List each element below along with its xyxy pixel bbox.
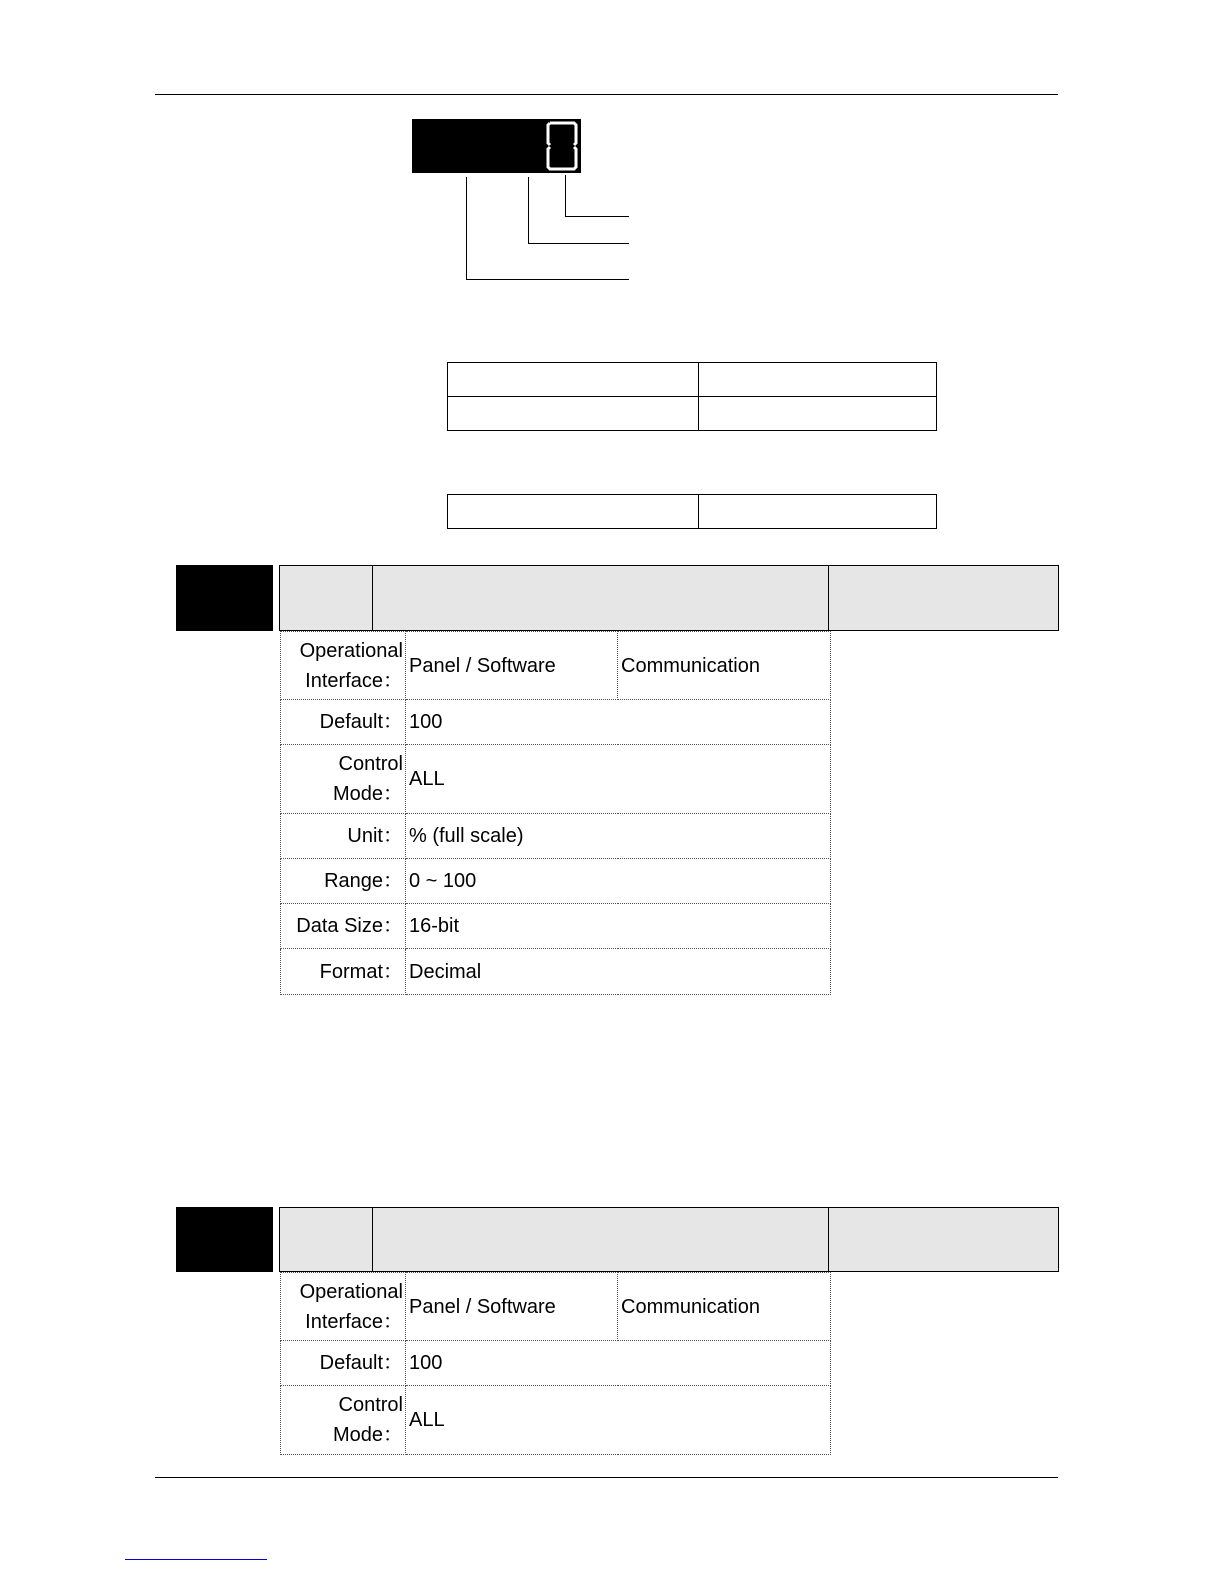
row-operational-interface xyxy=(281,1273,831,1341)
label-data-size: Data Size： xyxy=(281,904,406,949)
row-control-mode xyxy=(281,1386,831,1455)
value-panel-software: Panel / Software xyxy=(406,632,618,700)
parameter-table-1 xyxy=(280,631,831,995)
leader-line-3 xyxy=(466,177,467,279)
digit-zero-icon xyxy=(412,119,581,173)
value-default: 100 xyxy=(406,1341,831,1386)
value-unit: % (full scale) xyxy=(406,814,831,859)
row-data-size xyxy=(281,904,831,949)
footer-rule xyxy=(155,1477,1058,1478)
parameter-header-2 xyxy=(279,1207,1059,1272)
value-data-size: 16-bit xyxy=(406,904,831,949)
value-control-mode: ALL xyxy=(406,1386,831,1455)
value-control-mode: ALL xyxy=(406,745,831,814)
label-default: Default： xyxy=(281,700,406,745)
footer-link-underline[interactable] xyxy=(125,1559,267,1560)
value-range: 0 ~ 100 xyxy=(406,859,831,904)
value-communication: Communication xyxy=(618,632,831,700)
row-control-mode xyxy=(281,745,831,814)
label-control-mode: Control Mode： xyxy=(281,745,406,814)
label-range: Range： xyxy=(281,859,406,904)
row-format xyxy=(281,949,831,995)
leader-line-2 xyxy=(528,177,529,243)
label-unit: Unit： xyxy=(281,814,406,859)
parameter-tag-1 xyxy=(176,565,273,631)
leader-line-1-h xyxy=(565,216,629,217)
parameter-table-2 xyxy=(280,1272,831,1455)
label-control-mode: Control Mode： xyxy=(281,1386,406,1455)
label-default: Default： xyxy=(281,1341,406,1386)
value-communication: Communication xyxy=(618,1273,831,1341)
leader-line-1 xyxy=(565,175,566,216)
row-default xyxy=(281,700,831,745)
row-range xyxy=(281,859,831,904)
empty-table-top xyxy=(447,362,937,431)
parameter-tag-2 xyxy=(176,1207,273,1272)
row-operational-interface xyxy=(281,632,831,700)
value-panel-software: Panel / Software xyxy=(406,1273,618,1341)
row-unit xyxy=(281,814,831,859)
label-operational-interface: Operational Interface： xyxy=(281,1273,406,1341)
leader-line-2-h xyxy=(528,243,629,244)
seven-segment-display xyxy=(412,119,581,173)
parameter-header-1 xyxy=(279,565,1059,631)
row-default xyxy=(281,1341,831,1386)
leader-line-3-h xyxy=(466,279,629,280)
empty-table-bottom xyxy=(447,494,937,529)
header-rule xyxy=(155,94,1058,95)
label-format: Format： xyxy=(281,949,406,995)
value-format: Decimal xyxy=(406,949,831,995)
label-operational-interface: Operational Interface： xyxy=(281,632,406,700)
value-default: 100 xyxy=(406,700,831,745)
